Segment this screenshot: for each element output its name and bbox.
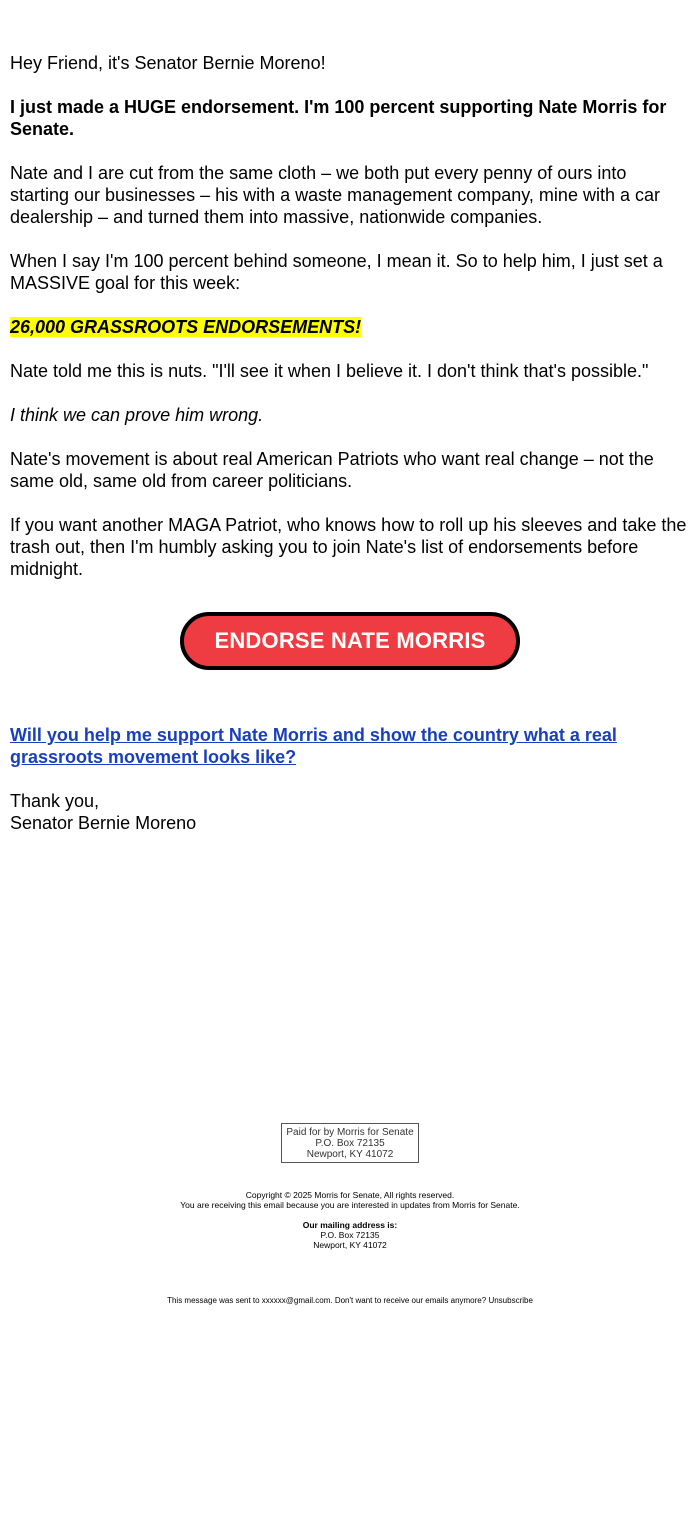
endorse-button[interactable]: ENDORSE NATE MORRIS xyxy=(180,612,520,670)
cta-container xyxy=(0,612,700,670)
ask-paragraph xyxy=(10,724,650,768)
disclaimer-city-line: Newport, KY 41072 xyxy=(306,1149,394,1160)
paragraph-movement: Nate's movement is about real American Patriots who want real change – not the same old, same old from career politicians. xyxy=(10,449,654,491)
mailing-address-label: Our mailing address is: xyxy=(302,1220,398,1230)
paragraph-businesses: Nate and I are cut from the same cloth – we both put every penny of ours into starting our businesses – his with a waste management company, mine with a car dealership – and turned them into massive, nationwide companies. xyxy=(10,163,660,227)
signoff xyxy=(10,790,690,834)
paragraph-nate-quote: Nate told me this is nuts. "I'll see it when I believe it. I don't think that's possible." xyxy=(10,361,649,381)
copyright-text: Copyright © 2025 Morris for Senate, All rights reserved. xyxy=(245,1190,455,1200)
mailing-address-line-1: P.O. Box 72135 xyxy=(320,1230,380,1240)
sent-to-text: This message was sent to xxxxxx@gmail.com. Don't want to receive our emails anymore? xyxy=(167,1296,487,1305)
support-link[interactable]: Will you help me support Nate Morris and show the country what a real grassroots movement looks like? xyxy=(10,725,617,767)
goal-highlight: 26,000 GRASSROOTS ENDORSEMENTS! xyxy=(10,317,362,337)
signature: Senator Bernie Moreno xyxy=(10,813,197,833)
unsubscribe-link[interactable]: Unsubscribe xyxy=(488,1296,533,1305)
disclaimer-address-line: P.O. Box 72135 xyxy=(315,1138,385,1149)
sent-to-line xyxy=(0,1296,700,1306)
paragraph-goal-intro: When I say I'm 100 percent behind someone, I mean it. So to help him, I just set a MASSIVE goal for this week: xyxy=(10,251,663,293)
closing-text: Thank you, xyxy=(10,791,100,811)
mailing-address-line-2: Newport, KY 41072 xyxy=(313,1240,387,1250)
headline: I just made a HUGE endorsement. I'm 100 percent supporting Nate Morris for Senate. xyxy=(10,97,667,139)
greeting: Hey Friend, it's Senator Bernie Moreno! xyxy=(10,53,326,73)
disclaimer-line: Paid for by Morris for Senate xyxy=(286,1127,414,1138)
email-footer xyxy=(0,1190,700,1250)
email-body xyxy=(10,52,690,602)
subscription-reason: You are receiving this email because you are interested in updates from Morris for Senate. xyxy=(180,1200,520,1210)
paid-for-disclaimer xyxy=(281,1123,419,1163)
paragraph-prove-wrong: I think we can prove him wrong. xyxy=(10,405,264,425)
paragraph-ask: If you want another MAGA Patriot, who knows how to roll up his sleeves and take the trash out, then I'm humbly asking you to join Nate's list of endorsements before midnight. xyxy=(10,515,687,579)
goal-line xyxy=(10,316,690,338)
